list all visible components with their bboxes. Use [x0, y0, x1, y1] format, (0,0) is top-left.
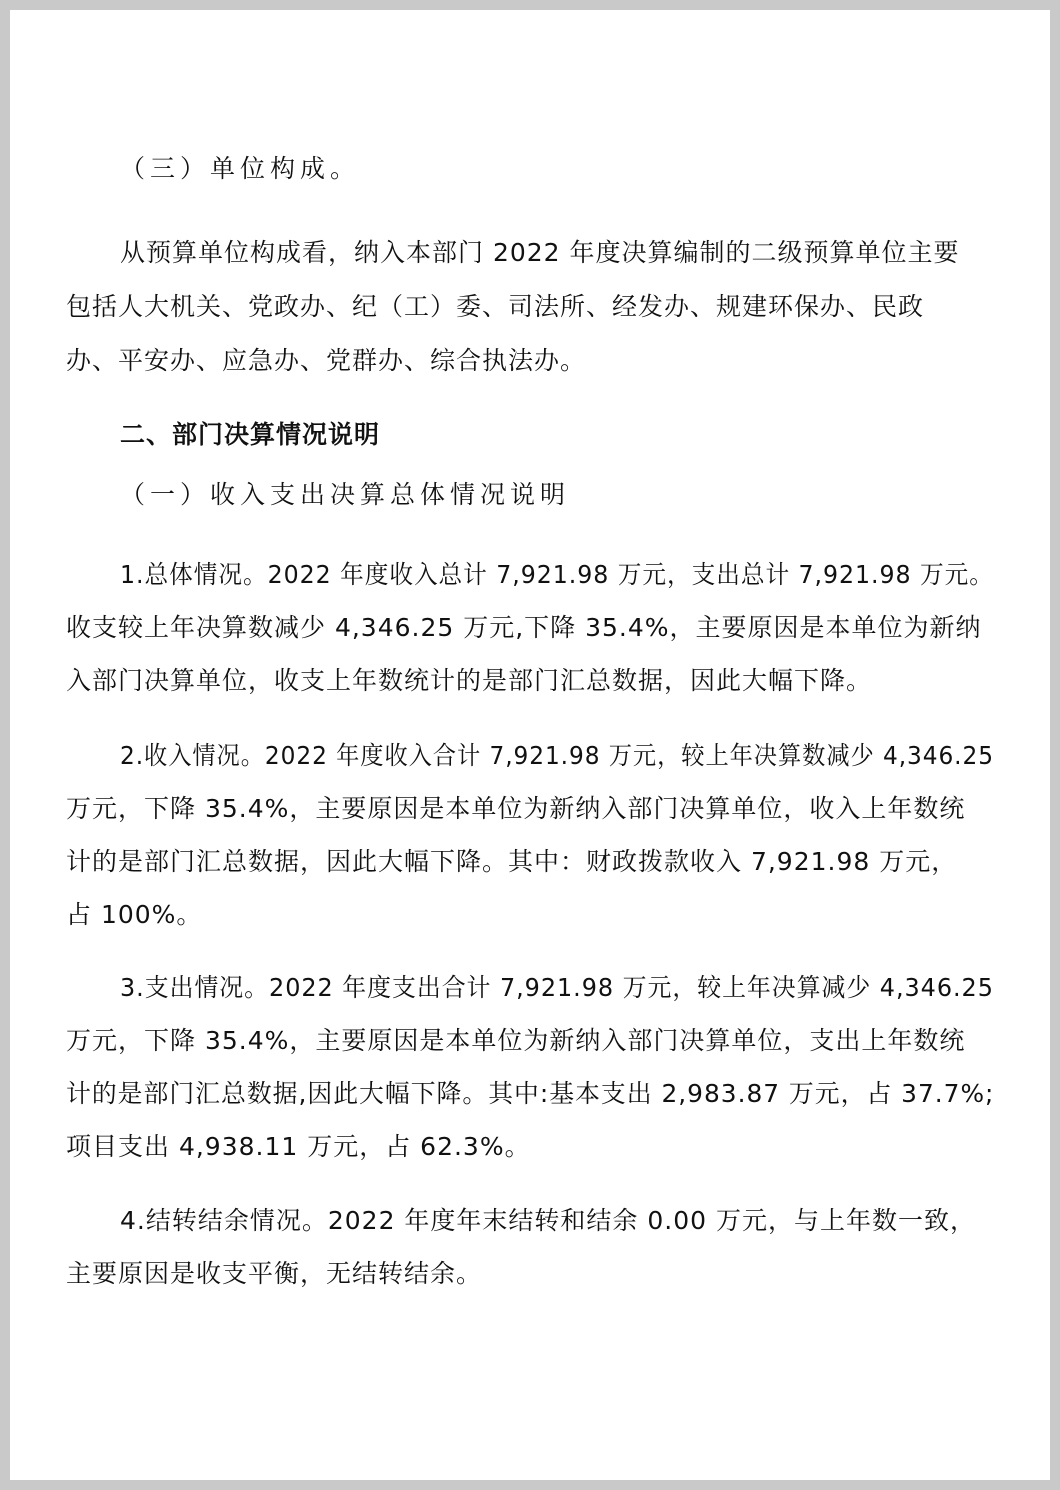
paragraph-line: 占 100%。 [66, 900, 203, 929]
paragraph-line: 计的是部门汇总数据,因此大幅下降。其中:基本支出 2,983.87 万元，占 37.7%; [66, 1079, 995, 1108]
section-heading: 二、部门决算情况说明 [120, 420, 381, 449]
paragraph-line: 入部门决算单位，收支上年数统计的是部门汇总数据，因此大幅下降。 [66, 666, 873, 695]
subsection-heading: （一）收入支出决算总体情况说明 [120, 480, 571, 509]
paragraph-line: 从预算单位构成看，纳入本部门 2022 年度决算编制的二级预算单位主要 [120, 238, 960, 267]
paragraph-line: 办、平安办、应急办、党群办、综合执法办。 [66, 346, 587, 375]
paragraph-line: 项目支出 4,938.11 万元，占 62.3%。 [66, 1132, 531, 1161]
document-page [10, 10, 1050, 1480]
paragraph-line: 包括人大机关、党政办、纪（工）委、司法所、经发办、规建环保办、民政 [66, 292, 925, 321]
paragraph-line: 1.总体情况。2022 年度收入总计 7,921.98 万元，支出总计 7,921.98 万元。 [120, 560, 994, 589]
paragraph-line: 万元，下降 35.4%，主要原因是本单位为新纳入部门决算单位，收入上年数统 [66, 794, 966, 823]
paragraph-line: 主要原因是收支平衡，无结转结余。 [66, 1259, 483, 1288]
paragraph-line: 计的是部门汇总数据，因此大幅下降。其中：财政拨款收入 7,921.98 万元， [66, 847, 958, 876]
paragraph-line: 4.结转结余情况。2022 年度年末结转和结余 0.00 万元，与上年数一致， [120, 1206, 976, 1235]
paragraph-line: 收支较上年决算数减少 4,346.25 万元,下降 35.4%，主要原因是本单位为新纳 [66, 613, 982, 642]
paragraph-line: 2.收入情况。2022 年度收入合计 7,921.98 万元，较上年决算数减少 4,346.25 [120, 741, 994, 770]
paragraph-line: 万元，下降 35.4%，主要原因是本单位为新纳入部门决算单位，支出上年数统 [66, 1026, 966, 1055]
subsection-heading-units: （三）单位构成。 [120, 154, 361, 183]
paragraph-line: 3.支出情况。2022 年度支出合计 7,921.98 万元，较上年决算减少 4,346.25 [120, 973, 994, 1002]
